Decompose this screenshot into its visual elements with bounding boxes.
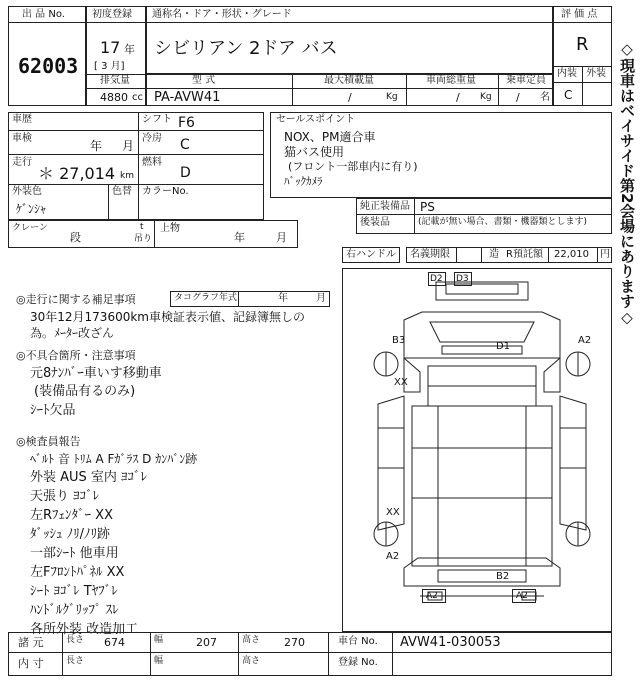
length-label: 長さ	[66, 635, 85, 645]
standard-label: 純正装備品	[360, 201, 410, 212]
right-hand: 右ハンドル	[346, 249, 396, 260]
reg-year-unit: 年	[124, 43, 135, 56]
dims-label: 諸 元	[18, 636, 44, 649]
inner-height-label: 高さ	[242, 656, 261, 666]
grade-label: 評 価 点	[561, 9, 598, 20]
footer-table	[8, 632, 612, 676]
gvw-label: 車両総重量	[426, 75, 476, 86]
inspector-label: ◎検査員報告	[16, 435, 81, 448]
ac-value: C	[180, 137, 190, 153]
inspector-line-7: 左Fﾌﾛﾝﾄﾊﾟﾈﾙ XX	[30, 565, 125, 580]
mark-a2-bottom-left: A2	[426, 591, 438, 601]
interior-label: 内装	[557, 68, 577, 79]
history-label: 車歴	[12, 114, 32, 125]
fuel-label: 燃料	[142, 157, 162, 168]
standard-value: PS	[420, 200, 435, 214]
mark-xx-front-left: XX	[394, 377, 408, 388]
inner-width-label: 幅	[154, 656, 164, 666]
crane-year: 年	[234, 231, 245, 244]
mark-d3: D3	[456, 274, 469, 284]
displacement-label: 排気量	[100, 75, 130, 86]
inspector-line-2: 外装 AUS 室内 ﾖｺﾞﾚ	[30, 470, 148, 485]
sales-line-1: NOX、PM適合車	[284, 130, 376, 144]
displacement: 4880	[100, 91, 128, 104]
body-label: 上物	[160, 223, 180, 234]
gvw-slash: /	[456, 91, 460, 104]
chassis-label: 車台 No.	[338, 636, 378, 647]
model-code: PA-AVW41	[154, 90, 221, 105]
driving-label: ◎走行に関する補足事項	[16, 293, 136, 306]
lot-label: 出 品 No.	[22, 9, 65, 20]
grade-value: R	[576, 34, 589, 55]
length-value: 674	[104, 636, 125, 649]
crane-step: 段	[70, 231, 81, 244]
load-kg: Kg	[386, 92, 398, 102]
inner-dims-label: 内 寸	[18, 657, 44, 670]
mark-a2-front-right: A2	[578, 335, 592, 346]
tacho-year: 年	[278, 293, 288, 304]
inspector-line-9: ﾊﾝﾄﾞﾙｸﾞﾘｯﾌﾟ ｽﾚ	[30, 603, 119, 618]
driving-line-1: 30年12月173600km車検証表示値、記録簿無しの	[30, 310, 305, 324]
aftermarket-note: (記載が無い場合、書類・機器類とします)	[418, 217, 588, 227]
crane-month: 月	[276, 231, 287, 244]
first-reg-label: 初度登録	[92, 9, 132, 20]
aftermarket-label: 後装品	[360, 217, 390, 228]
crane-row	[8, 220, 298, 248]
chassis-number: AVW41-030053	[400, 635, 501, 650]
mark-b3: B3	[392, 335, 406, 346]
mark-xx-rear-left: XX	[386, 507, 400, 518]
defect-label: ◎不具合箇所・注意事項	[16, 349, 136, 362]
recycle-label: R預託額	[506, 249, 543, 260]
inspector-line-8: ｼｰﾄ ﾖｺﾞﾚ Tﾔﾌﾞﾚ	[30, 584, 118, 599]
recycle-amount: 22,010	[554, 249, 589, 260]
mark-a2-bottom-right: A2	[516, 591, 528, 601]
sales-points-label: セールスポイント	[276, 114, 356, 125]
venue-banner: ◇現車はベイサイド第2会場にあります◇	[618, 40, 636, 327]
height-value: 270	[284, 636, 305, 649]
recycle-circle: 造	[489, 249, 499, 260]
interior-grade: C	[564, 88, 573, 102]
exterior-label: 外装	[586, 68, 606, 79]
color-no-label: カラーNo.	[142, 186, 189, 197]
crane-label: クレーン	[12, 223, 48, 233]
persons-unit: 名	[540, 92, 550, 103]
yen-unit: 円	[600, 249, 610, 260]
width-label: 幅	[154, 635, 164, 645]
shift-value: F6	[178, 115, 195, 131]
mark-d1: D1	[496, 341, 511, 352]
sales-line-4: ﾊﾞｯｸｶﾒﾗ	[284, 175, 323, 188]
auction-sheet	[8, 6, 612, 676]
mileage-unit: km	[120, 171, 134, 181]
gvw-kg: Kg	[480, 92, 492, 102]
defect-line-3: ｼｰﾄ欠品	[30, 403, 76, 418]
mark-a2-rear-left: A2	[386, 551, 400, 562]
reg-month: [ 3 月]	[94, 61, 125, 72]
height-label: 高さ	[242, 635, 261, 645]
mark-d2: D2	[430, 274, 443, 284]
inspector-line-5: ﾀﾞｯｼｭ ﾉﾘ/ﾉﾘ跡	[30, 527, 111, 542]
defect-line-2: (装備品有るのみ)	[34, 384, 136, 399]
ext-color-label: 外装色	[12, 186, 42, 197]
reg-year: 17	[100, 38, 121, 57]
inspector-line-6: 一部ｼｰﾄ 他車用	[30, 546, 119, 561]
crane-hang: 吊り	[134, 234, 153, 244]
inspection-label: 車検	[12, 133, 32, 144]
max-load-label: 最大積載量	[324, 75, 374, 86]
driving-line-2: 為。ﾒｰﾀｰ改ざん	[30, 326, 115, 340]
color-change-label: 色替	[112, 186, 132, 197]
transfer-label: 名義期限	[410, 249, 450, 260]
car-name: シビリアン 2ドア バス	[154, 38, 338, 59]
model-label: 通称名・ドア・形状・グレード	[152, 9, 292, 20]
lot-number: 62003	[18, 54, 79, 78]
inspector-line-1: ﾍﾞﾙﾄ 音 ﾄﾘﾑ A Fｶﾞﾗｽ D ｶﾝﾊﾞﾝ跡	[30, 452, 198, 466]
ext-color: ｹﾞﾝｼｬ	[16, 202, 47, 216]
mileage-label: 走行	[12, 157, 32, 168]
type-label: 型 式	[192, 75, 216, 86]
registration-label: 登録 No.	[338, 657, 378, 668]
capacity-label: 乗車定員	[506, 75, 546, 86]
inspection-year: 年	[90, 139, 103, 153]
inner-length-label: 長さ	[66, 656, 85, 666]
sales-line-3: (フロント一部車内に有り)	[288, 160, 418, 173]
inspection-month: 月	[122, 139, 135, 153]
ac-label: 冷房	[142, 133, 162, 144]
inspector-line-10: 各所外装 改造加工	[30, 622, 139, 637]
defect-line-1: 元8ﾅﾝﾊﾞｰ車いす移動車	[30, 366, 162, 381]
width-value: 207	[196, 636, 217, 649]
inspector-line-3: 天張り ﾖｺﾞﾚ	[30, 489, 100, 504]
shift-label: シフト	[142, 114, 172, 125]
bus-outline	[342, 268, 612, 632]
inspector-line-4: 左Rﾌｪﾝﾀﾞｰ XX	[30, 508, 113, 523]
tacho-month: 月	[316, 293, 326, 304]
tacho-label: タコグラフ年式	[174, 293, 238, 303]
load-slash: /	[348, 91, 352, 104]
sales-line-2: 猫バス使用	[284, 145, 345, 159]
cc-unit: cc	[132, 92, 143, 103]
crane-ton: t	[140, 222, 144, 232]
capacity-slash: /	[516, 91, 520, 104]
mileage-value: ＊ 27,014	[38, 164, 116, 183]
mark-b2: B2	[496, 571, 510, 582]
fuel-value: D	[180, 165, 191, 181]
